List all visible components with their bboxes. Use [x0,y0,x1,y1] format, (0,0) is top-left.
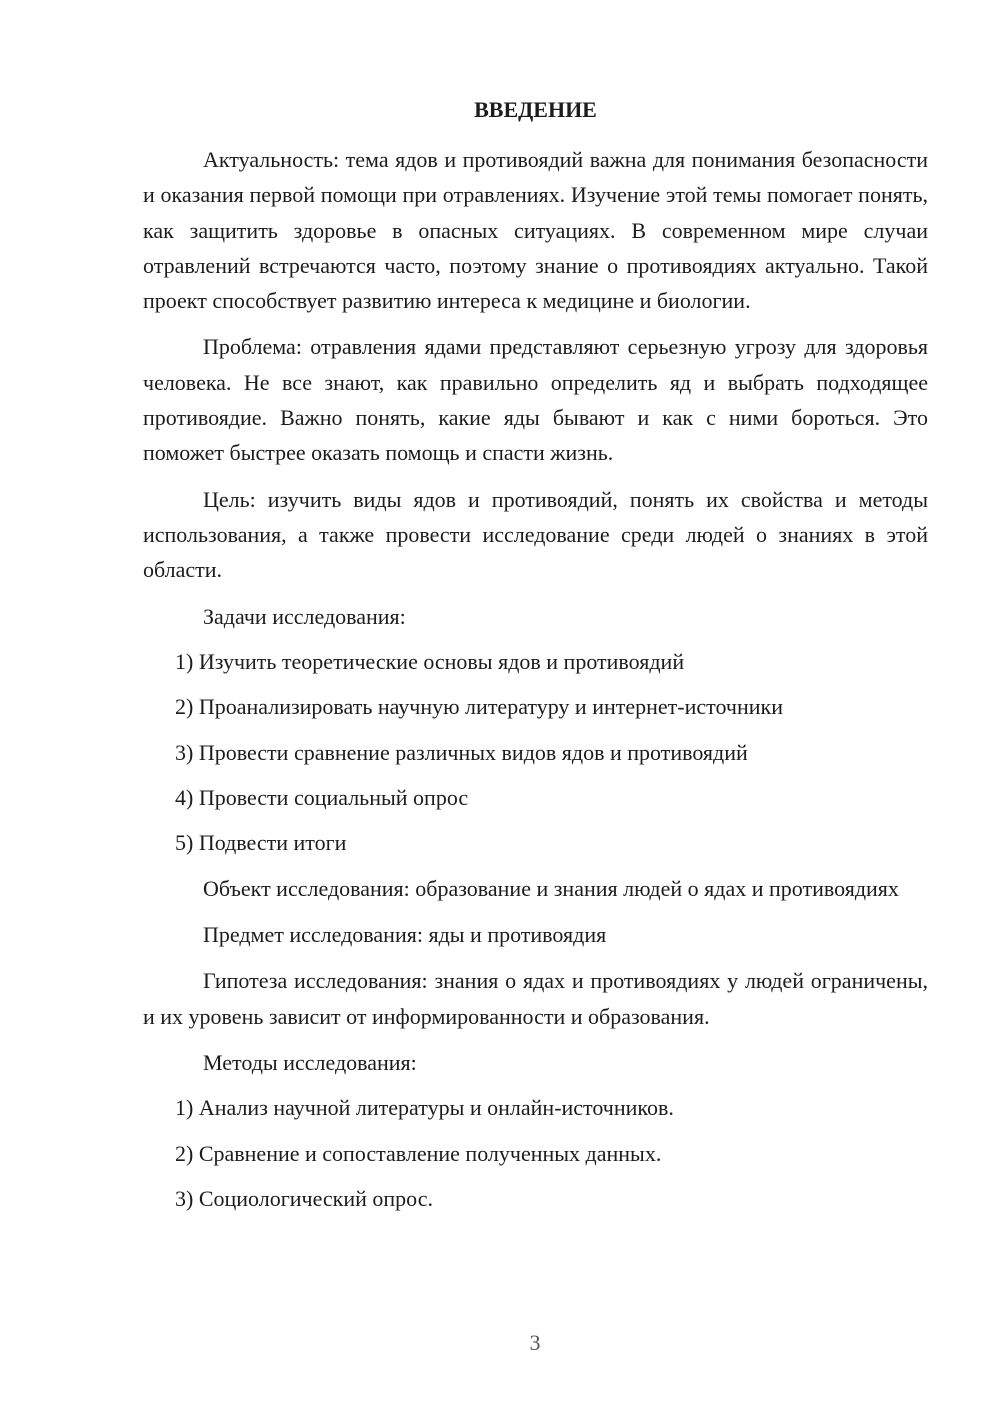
goal-paragraph: Цель: изучить виды ядов и противоядий, понять их свойства и методы использования, а также провести исследование среди людей о знаниях в этой области. [143,486,928,583]
document-page [143,94,928,1226]
task-item: 1) Изучить теоретические основы ядов и противоядий [175,648,685,674]
page-number: 3 [529,1330,541,1355]
task-item: 4) Провести социальный опрос [175,785,469,811]
method-item: 3) Социологический опрос. [175,1186,433,1212]
tasks-heading: Задачи исследования: [203,603,406,629]
problem-paragraph: Проблема: отравления ядами представляют серьезную угрозу для здоровья человека. Не все знают, как правильно определить яд и выбрать подходящее противоядие. Важно понять, какие яды бывают и как с ними бороться. Это поможет быстрее оказать помощь и спасти жизнь. [143,334,928,466]
task-item: 5) Подвести итоги [175,830,347,856]
object-paragraph: Объект исследования: образование и знания людей о ядах и противоядиях [203,875,899,901]
hypothesis-paragraph: Гипотеза исследования: знания о ядах и противоядиях у людей ограничены, и их уровень зависит от информированности и образования. [143,968,928,1029]
tasks-list [143,644,928,861]
relevance-paragraph: Актуальность: тема ядов и противоядий важна для понимания безопасности и оказания первой помощи при отравлениях. Изучение этой темы помогает понять, как защитить здоровье в опасных ситуациях. В современном мире случаи отравлений встречаются часто, поэтому знание о противоядиях актуально. Такой проект способствует развитию интереса к медицине и биологии. [143,147,928,314]
task-item: 2) Проанализировать научную литературу и интернет-источники [175,694,783,720]
task-item: 3) Провести сравнение различных видов ядов и противоядий [175,739,748,765]
methods-list [143,1090,928,1216]
page-title: ВВЕДЕНИЕ [474,97,597,122]
subject-paragraph: Предмет исследования: яды и противоядия [203,922,607,948]
methods-heading: Методы исследования: [203,1050,417,1075]
method-item: 1) Анализ научной литературы и онлайн-источников. [175,1095,674,1121]
method-item: 2) Сравнение и сопоставление полученных данных. [175,1140,662,1166]
